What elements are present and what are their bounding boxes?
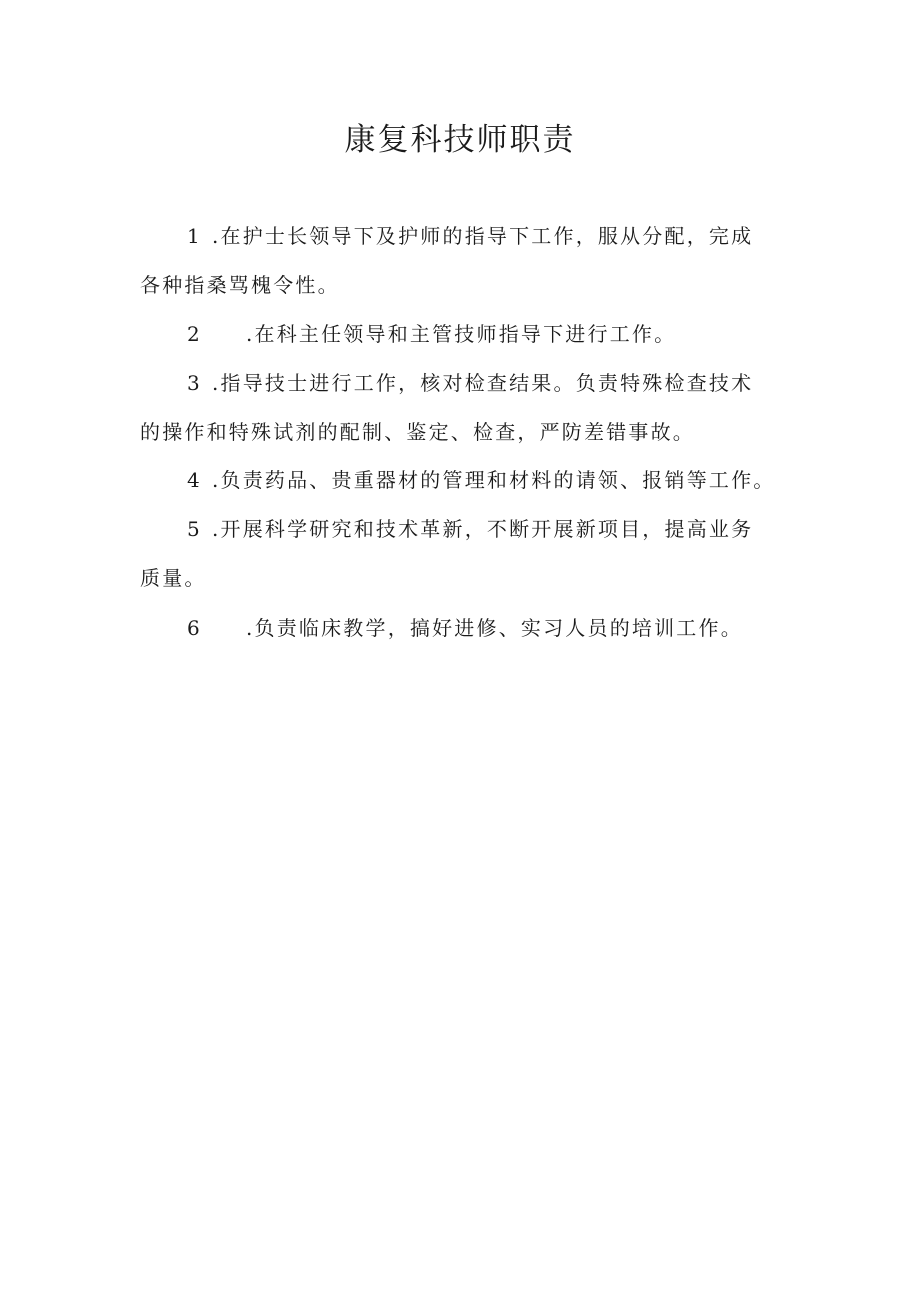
item-text-line2: 各种指桑骂槐令性。 <box>140 273 340 297</box>
item-number: 5 <box>187 517 202 541</box>
page-title: 康复科技师职责 <box>344 122 576 158</box>
item-text-line1: .指导技士进行工作，核对检查结果。负责特殊检查技术 <box>211 371 754 395</box>
item-text-line2: 的操作和特殊试剂的配制、鉴定、检查，严防差错事故。 <box>140 420 695 444</box>
item-text-line2: 质量。 <box>140 566 207 590</box>
duty-item-6 <box>140 604 800 653</box>
duty-item-5 <box>140 505 800 603</box>
item-text-line1: .在护士长领导下及护师的指导下工作，服从分配，完成 <box>211 224 754 248</box>
duty-item-2 <box>140 310 800 359</box>
item-number: 1 <box>187 224 202 248</box>
item-text-line1: .在科主任领导和主管技师指导下进行工作。 <box>245 322 677 346</box>
item-number: 4 <box>187 468 202 492</box>
item-number: 3 <box>187 371 202 395</box>
item-text-line1: .负责药品、贵重器材的管理和材料的请领、报销等工作。 <box>211 468 776 492</box>
item-text-line1: .负责临床教学，搞好进修、实习人员的培训工作。 <box>245 616 743 640</box>
item-number: 2 <box>187 322 202 346</box>
item-number: 6 <box>187 616 202 640</box>
duty-item-3 <box>140 359 800 457</box>
duty-item-4 <box>140 456 800 505</box>
item-text-line1: .开展科学研究和技术革新，不断开展新项目，提高业务 <box>211 517 754 541</box>
duty-item-1 <box>140 212 800 310</box>
